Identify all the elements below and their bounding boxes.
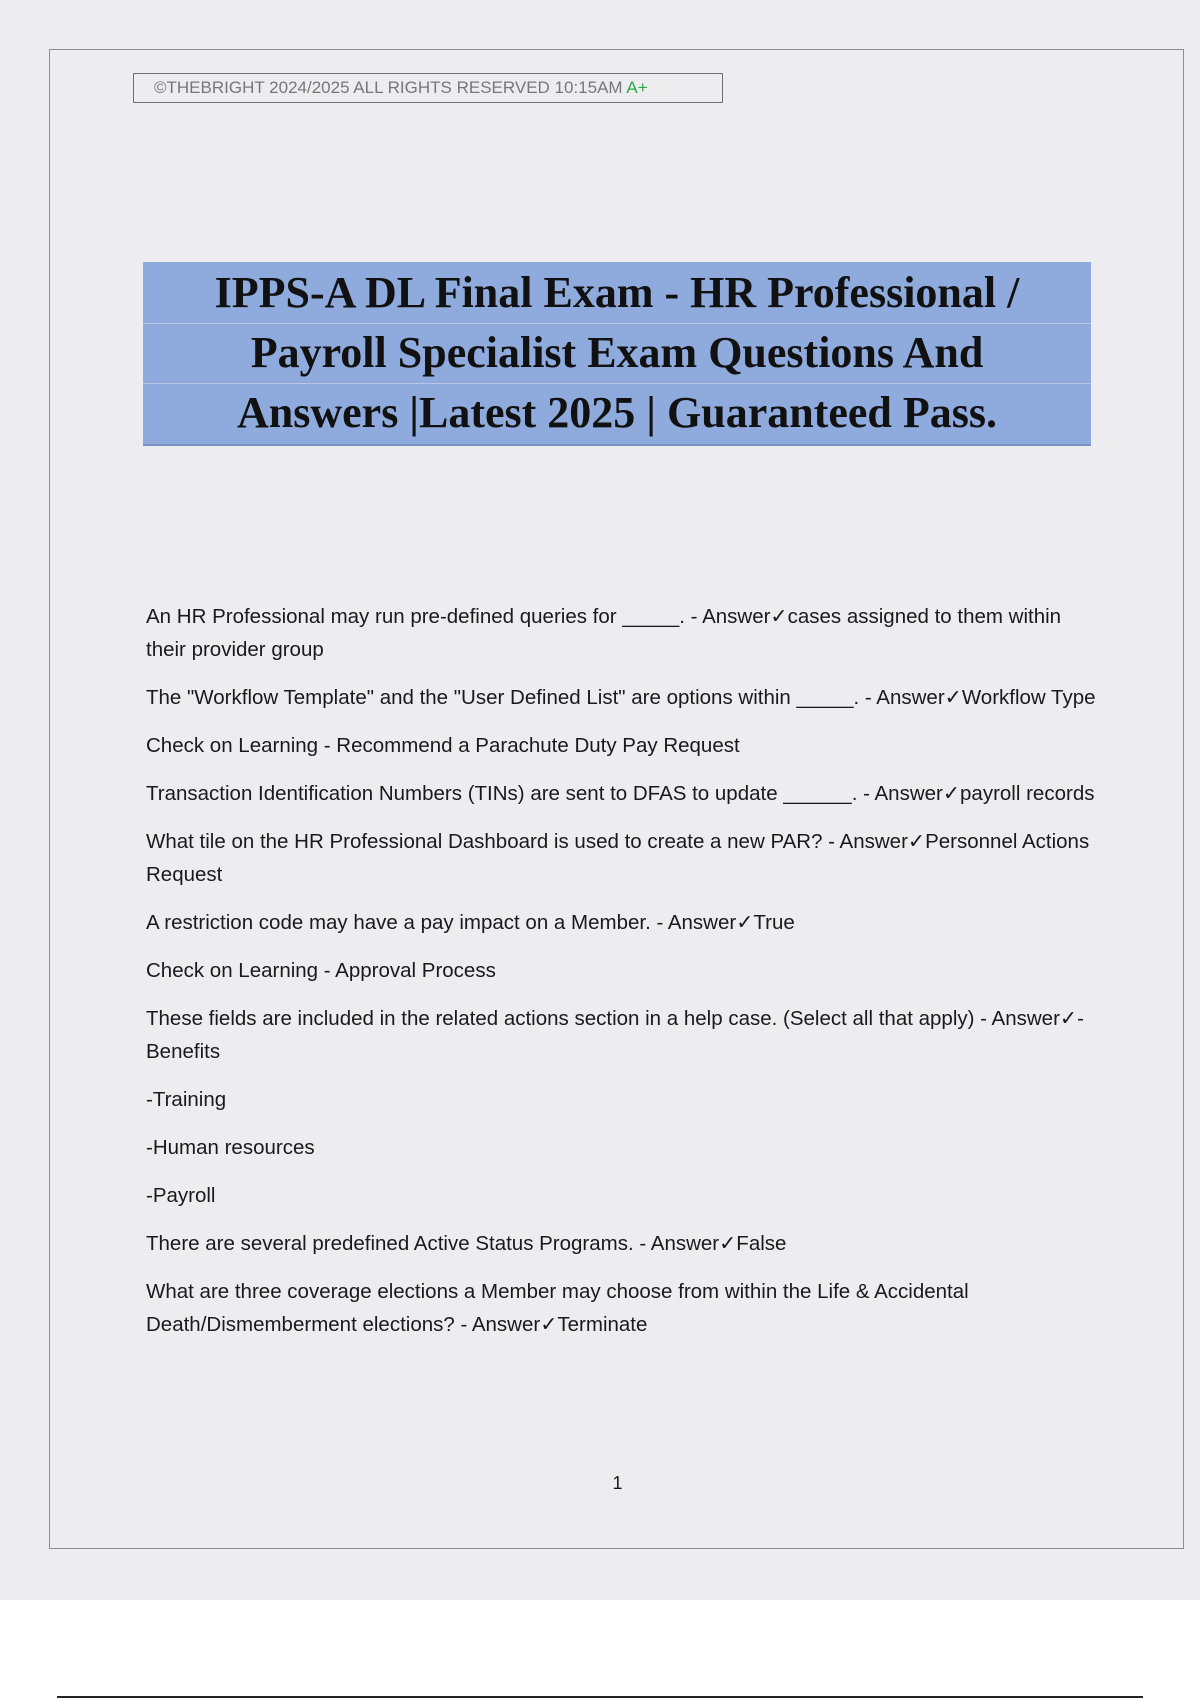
qa-item: -Payroll [146,1184,216,1207]
page-number: 1 [612,1473,623,1493]
title-banner [143,262,1091,446]
qa-item: A restriction code may have a pay impact on a Member. - Answer✓True [146,911,795,934]
qa-item: An HR Professional may run pre-defined queries for _____. - Answer✓cases assigned to them within their provider group [146,605,1062,661]
next-page-top-rule [57,1696,1143,1698]
document-title-line-2: Payroll Specialist Exam Questions And [143,323,1091,382]
question-answer-list [146,600,1096,1356]
qa-item: What tile on the HR Professional Dashboard is used to create a new PAR? - Answer✓Personnel Actions Request [146,830,1090,886]
qa-item: Check on Learning - Approval Process [146,959,496,982]
copyright-header [133,73,723,103]
qa-item: -Human resources [146,1136,315,1159]
qa-item: Check on Learning - Recommend a Parachute Duty Pay Request [146,734,740,757]
document-title-line-1: IPPS-A DL Final Exam - HR Professional / [214,268,1020,317]
grade-badge: A+ [626,78,648,97]
qa-item: There are several predefined Active Status Programs. - Answer✓False [146,1232,787,1255]
qa-item: What are three coverage elections a Member may choose from within the Life & Accidental Death/Dismemberment elections? - Answer✓Terminate [146,1280,969,1336]
qa-item: -Training [146,1088,227,1111]
document-title-line-3: Answers |Latest 2025 | Guaranteed Pass. [143,383,1091,442]
qa-item: Transaction Identification Numbers (TINs) are sent to DFAS to update ______. - Answer✓payroll records [146,782,1095,805]
qa-item: The "Workflow Template" and the "User Defined List" are options within _____. - Answer✓Workflow Type [146,686,1096,709]
qa-item: These fields are included in the related actions section in a help case. (Select all that apply) - Answer✓-Benefits [146,1007,1084,1063]
copyright-notice: ©THEBRIGHT 2024/2025 ALL RIGHTS RESERVED 10:15AM [154,78,623,97]
